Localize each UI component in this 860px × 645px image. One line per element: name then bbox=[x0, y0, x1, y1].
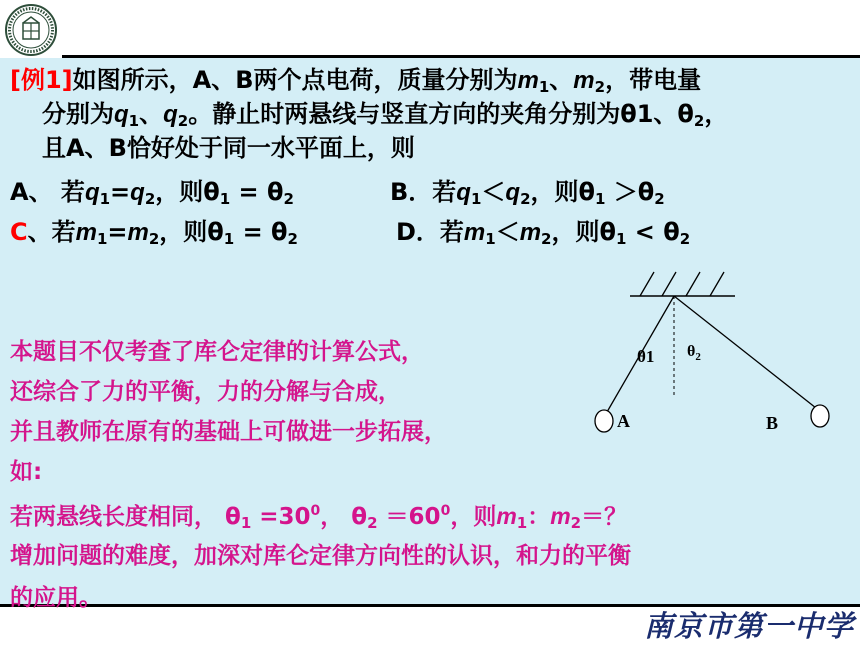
school-emblem-icon bbox=[4, 3, 58, 57]
option-c-label: C bbox=[10, 218, 28, 246]
top-divider bbox=[62, 55, 860, 58]
commentary-line-3: 并且教师在原有的基础上可做进一步拓展， bbox=[10, 419, 447, 445]
commentary-line-1: 本题目不仅考查了库仑定律的计算公式， bbox=[10, 339, 424, 365]
commentary-line-6: 增加问题的难度，加深对库仑定律方向性的认识，和力的平衡 bbox=[10, 543, 631, 569]
commentary-line-7: 的应用。 bbox=[10, 585, 102, 611]
theta2-label: $\theta_2$ bbox=[687, 343, 701, 363]
commentary-line-4: 如: bbox=[10, 459, 43, 485]
bottom-divider bbox=[0, 604, 860, 607]
pendulum-diagram bbox=[590, 268, 840, 438]
theta1-label: θ1 bbox=[637, 347, 655, 366]
ceiling-hatching bbox=[640, 272, 724, 296]
charge-a bbox=[595, 410, 613, 432]
option-b: B．若$q_1<q_2$，则$\theta_1 >\theta_2$ bbox=[390, 178, 665, 208]
commentary-line-5: 若两悬线长度相同， $\theta_1 =30^0$， $\theta_2 =60^0$，则$m_1$：$m_2=$？ bbox=[10, 503, 628, 532]
example-tag: [例1] bbox=[10, 66, 73, 94]
question-line-3: 且A、B恰好处于同一水平面上，则 bbox=[42, 134, 415, 162]
label-a: A bbox=[617, 411, 630, 431]
question-line-1: [例1]如图所示，A、B两个点电荷，质量分别为$m_1$、$m_2$，带电量 bbox=[10, 66, 702, 96]
option-a: A、 若$q_1=q_2$，则$\theta_1 = \theta_2$ bbox=[10, 178, 294, 208]
label-b: B bbox=[766, 413, 779, 433]
question-line-2: 分别为$q_1$、$q_2$。静止时两悬线与竖直方向的夹角分别为θ1、$\theta_2$， bbox=[42, 100, 729, 130]
charge-b bbox=[811, 405, 829, 427]
option-c: C、若$m_1=m_2$，则$\theta_1 = \theta_2$ bbox=[10, 218, 298, 248]
school-name: 南京市第一中学 bbox=[643, 609, 854, 643]
commentary-line-2: 还综合了力的平衡，力的分解与合成， bbox=[10, 379, 401, 405]
option-d: D．若$m_1<m_2$，则$\theta_1 < \theta_2$ bbox=[396, 218, 691, 248]
